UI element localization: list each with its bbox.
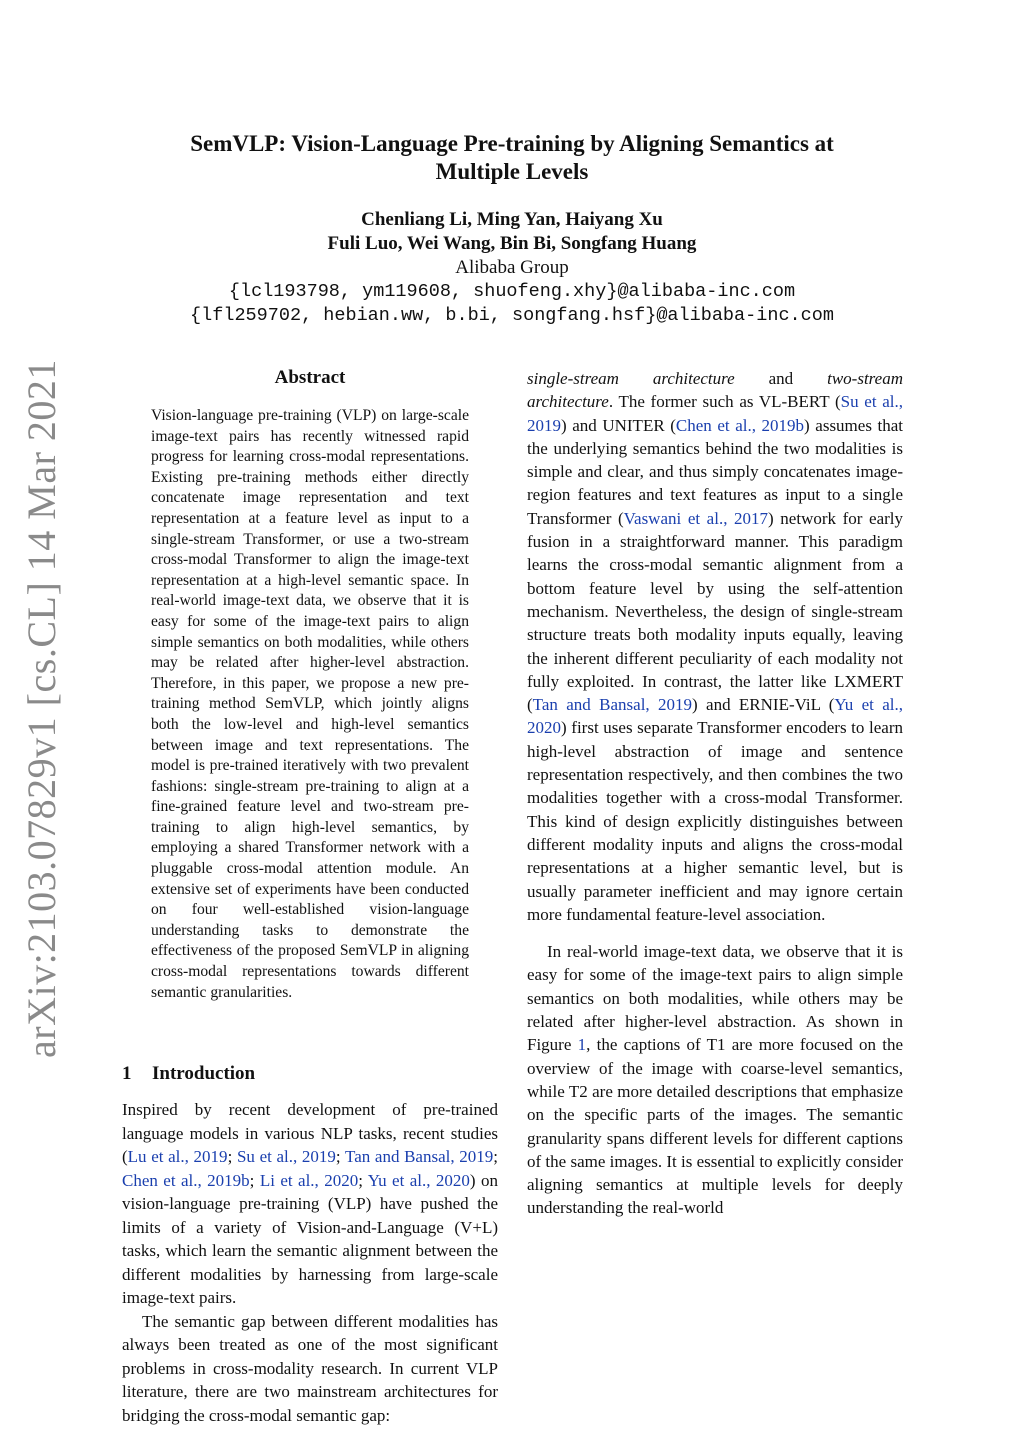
intro-paragraph-2-continued: single-stream architecture and two-stream architecture. The former such as VL-BERT (Su et al., 2019) and UNITER (Chen et al., 2019b) assumes that the underlying semantics behind the two modalities is simple and clear, and thus simply concatenates image-region features and text features as input to a single Transformer (Vaswani et al., 2017) network for early fusion in a straightforward manner. This paradigm learns the cross-modal semantic alignment from a bottom feature level by using the self-attention mechanism. Nevertheless, the design of single-stream structure treats both modality inputs equally, leaving the inherent different peculiarity of each modality not fully exploited. In contrast, the latter like LXMERT (Tan and Bansal, 2019) and ERNIE-ViL (Yu et al., 2020) first uses separate Transformer encoders to learn high-level abstraction of image and sentence representation respectively, and then combines the two modalities together with a cross-modal Transformer. This kind of design explicitly distinguishes between different modality inputs and aligns the cross-modal representations at a higher semantic level, but is usually parameter inefficient and may ignore certain more fundamental feature-level association.	[527, 369, 903, 924]
citation-link[interactable]: Tan and Bansal, 2019	[532, 695, 693, 715]
section-number: 1	[122, 1063, 132, 1084]
intro-paragraph-3: In real-world image-text data, we observe that it is easy for some of the image-text pairs to align simple semantics on both modalities, while others may be related after higher-level abstraction. As shown in Figure 1, the captions of T1 are more focused on the overview of the image with coarse-level semantics, while T2 are more detailed descriptions that emphasize on the specific parts of the images. The semantic granularity spans different levels for different captions of the same images. It is essential to explicitly consider aligning semantics at multiple levels for deeply understanding the real-world	[527, 942, 903, 1218]
figure-reference-link[interactable]: 1	[577, 1035, 587, 1055]
citation-link[interactable]: Su et al., 2019	[527, 392, 903, 435]
right-column-body	[527, 367, 903, 1220]
authors-line-2: Fuli Luo, Wei Wang, Bin Bi, Songfang Huang	[327, 233, 697, 254]
section-title: Introduction	[152, 1063, 256, 1084]
intro-paragraph-2: The semantic gap between different modalities has always been treated as one of the most significant problems in cross-modality research. In current VLP literature, there are two mainstream architectures for bridging the cross-modal semantic gap:	[122, 1311, 498, 1425]
citation-link[interactable]: Yu et al., 2020	[367, 1170, 470, 1190]
emails-line-1: {lcl193798, ym119608, shuofeng.xhy}@alibaba-inc.com	[228, 281, 796, 302]
citation-link[interactable]: Chen et al., 2019b	[122, 1170, 250, 1190]
citation-link[interactable]: Li et al., 2020	[259, 1170, 359, 1190]
left-column-body	[122, 1098, 498, 1427]
paper-title	[130, 130, 894, 186]
citation-link[interactable]: Chen et al., 2019b	[675, 415, 805, 435]
citation-link[interactable]: Yu et al., 2020	[527, 695, 903, 738]
affiliation: Alibaba Group	[455, 257, 569, 278]
title-line-1: SemVLP: Vision-Language Pre-training by Aligning Semantics at	[190, 131, 834, 156]
citation-link[interactable]: Vaswani et al., 2017	[623, 508, 769, 528]
author-block	[130, 208, 894, 328]
abstract-text: Vision-language pre-training (VLP) on large-scale image-text pairs has recently witnessed rapid progress for learning cross-modal representations. Existing pre-training methods either directly concatenate image representation and text representation at a feature level as input to a single-stream Transformer, or use a two-stream cross-modal Transformer to align the image-text representation at a high-level semantic space. In real-world image-text data, we observe that it is easy for some of the image-text pairs to align simple semantics on both modalities, while others may be related after higher-level abstraction. Therefore, in this paper, we propose a new pre-training method SemVLP, which jointly aligns both the low-level and high-level semantics between image and text representations. The model is pre-trained iteratively with two prevalent fashions: single-stream pre-training to align at a fine-grained feature level and two-stream pre-training to align high-level semantics, by employing a shared Transformer network with a pluggable cross-modal attention module. An extensive set of experiments have been conducted on four well-established vision-language understanding tasks to demonstrate the effectiveness of the proposed SemVLP in aligning cross-modal representations towards different semantic granularities.	[151, 407, 469, 1001]
citation-link[interactable]: Lu et al., 2019	[127, 1147, 228, 1166]
emails-line-2: {lfl259702, hebian.ww, b.bi, songfang.hsf}@alibaba-inc.com	[190, 305, 834, 326]
citation-link[interactable]: Tan and Bansal, 2019	[345, 1147, 494, 1166]
arxiv-side-stamp: arXiv:2103.07829v1 [cs.CL] 14 Mar 2021	[19, 359, 64, 1058]
citation-link[interactable]: Su et al., 2019	[236, 1147, 336, 1166]
title-line-2: Multiple Levels	[435, 159, 589, 184]
section-heading-introduction	[122, 1062, 255, 1086]
abstract-heading: Abstract	[274, 367, 346, 388]
intro-paragraph-1: Inspired by recent development of pre-trained language models in various NLP tasks, recent studies (Lu et al., 2019; Su et al., 2019; Tan and Bansal, 2019; Chen et al., 2019b; Li et al., 2020; Yu et al., 2020) on vision-language pre-training (VLP) have pushed the limits of a variety of Vision-and-Language (V+L) tasks, which learn the semantic alignment between the different modalities by harnessing from large-scale image-text pairs.	[122, 1100, 499, 1307]
authors-line-1: Chenliang Li, Ming Yan, Haiyang Xu	[361, 209, 663, 230]
